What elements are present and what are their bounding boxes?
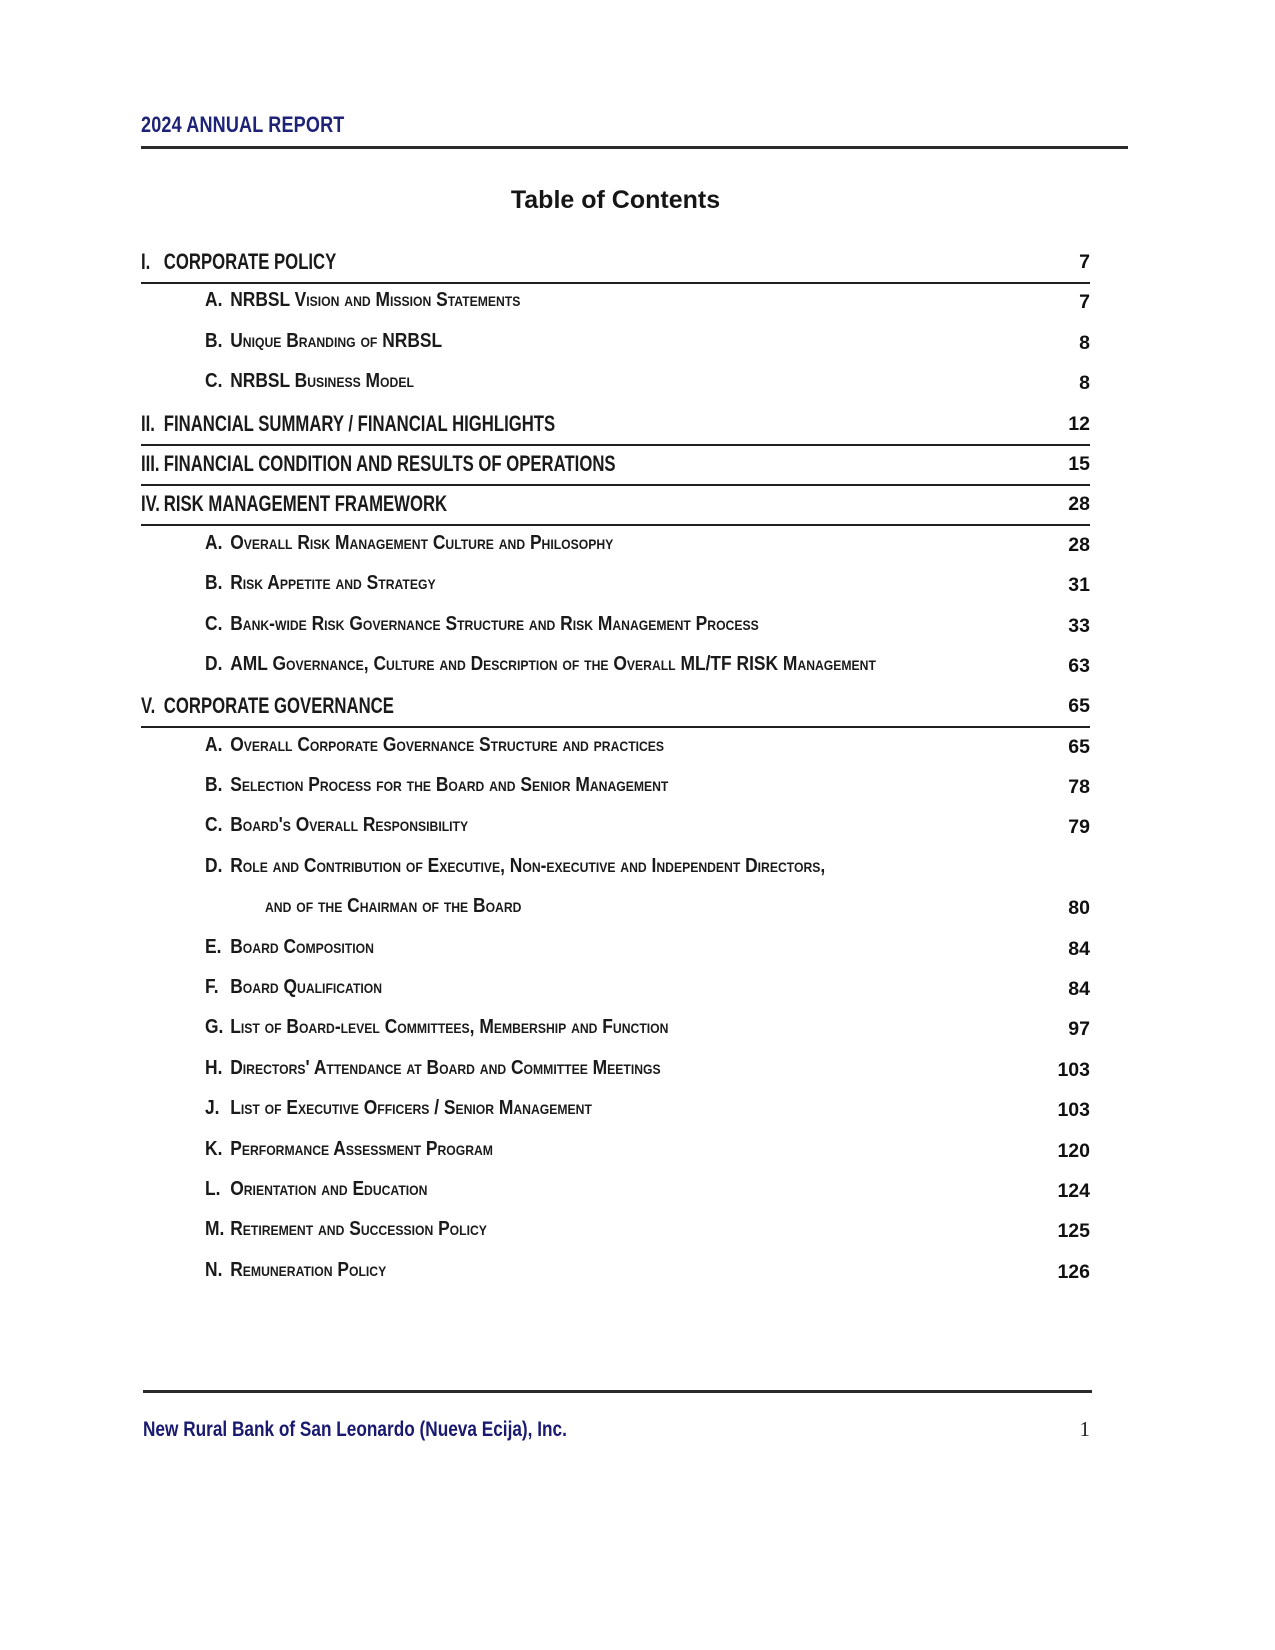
toc-entry-label: A. [205,733,223,756]
page-footer [143,1390,1092,1442]
toc-row [141,285,1090,325]
toc-page-number: 8 [1079,372,1090,395]
toc-entry-text: Retirement and Succession Policy [230,1218,487,1241]
toc-entry-label: F. [205,976,219,999]
toc-row [141,568,1090,608]
toc-entry-line [205,366,414,393]
toc-entry-line [205,1214,487,1241]
toc-entry-line [205,810,468,837]
toc-row [141,528,1090,568]
toc-entry-label: C. [205,370,223,393]
toc-entry-text: List of Executive Officers / Senior Management [230,1097,592,1120]
page-title: Table of Contents [510,186,721,214]
toc-row [141,1214,1090,1254]
toc-entry-line [205,1134,493,1161]
toc-page-number: 31 [1068,574,1090,597]
toc-page-number: 28 [1068,493,1090,516]
table-of-contents [141,245,1090,1295]
toc-entry-label: B. [205,774,223,797]
toc-page-number: 12 [1068,412,1090,435]
toc-row [141,1093,1090,1133]
toc-entry-line [205,730,664,757]
toc-entry-label: L. [205,1177,221,1200]
toc-entry-line [141,245,336,275]
toc-entry-text: Selection Process for the Board and Senior Management [230,774,669,797]
toc-entry-line [205,770,668,797]
toc-entry-line [205,851,825,878]
toc-page-number: 120 [1057,1139,1090,1162]
toc-entry-text: Role and Contribution of Executive, Non-executive and Independent Directors, [230,854,826,877]
toc-page-number: 103 [1057,1099,1090,1122]
toc-entry-label: V. [141,693,156,719]
toc-row [141,932,1090,972]
toc-page-number: 84 [1068,937,1090,960]
toc-entry-label: B. [205,572,223,595]
toc-page-number: 65 [1068,695,1090,718]
toc-row [141,851,1090,891]
toc-entry-label: C. [205,814,223,837]
toc-entry-text: Overall Corporate Governance Structure and practices [230,733,665,756]
toc-row [141,689,1090,729]
toc-entry-line [205,649,876,676]
toc-entry-text: CORPORATE GOVERNANCE [163,693,394,719]
toc-page-number: 7 [1079,291,1090,314]
toc-row [141,891,1090,931]
toc-entry-label: A. [205,531,223,554]
toc-entry-text: RISK MANAGEMENT FRAMEWORK [163,491,448,517]
toc-entry-text: Performance Assessment Program [230,1137,493,1160]
page-header [141,112,1128,149]
toc-entry-text: NRBSL Business Model [230,370,414,393]
toc-page-number: 125 [1057,1220,1090,1243]
toc-row [141,245,1090,285]
toc-entry-label: D. [205,652,223,675]
toc-entry-line [205,326,442,353]
toc-entry-line [205,1093,592,1120]
toc-entry-line [141,407,555,437]
toc-row [141,609,1090,649]
toc-entry-text: FINANCIAL CONDITION AND RESULTS OF OPERATIONS [163,450,616,476]
toc-entry-line [205,1255,386,1282]
toc-row [141,487,1090,527]
toc-entry-label: C. [205,612,223,635]
toc-page-number: 28 [1068,533,1090,556]
toc-entry-label: M. [205,1218,225,1241]
toc-page-number: 15 [1068,452,1090,475]
toc-entry-line [205,972,382,999]
toc-page-number: 80 [1068,897,1090,920]
toc-row [141,1255,1090,1295]
toc-entry-text: Remuneration Policy [230,1258,387,1281]
toc-entry-label: III. [141,450,160,476]
toc-page-number: 33 [1068,614,1090,637]
toc-entry-label: G. [205,1016,224,1039]
toc-row [141,1053,1090,1093]
toc-page-number: 65 [1068,735,1090,758]
toc-entry-line [205,1174,427,1201]
toc-row [141,407,1090,447]
toc-row [141,1012,1090,1052]
toc-row [141,810,1090,850]
toc-row [141,649,1090,689]
toc-page-number: 126 [1057,1260,1090,1283]
toc-entry-text: Overall Risk Management Culture and Philosophy [230,531,614,554]
toc-entry-line [205,1053,661,1080]
toc-entry-text: Board's Overall Responsibility [230,814,469,837]
toc-entry-label: B. [205,329,223,352]
toc-entry-text: NRBSL Vision and Mission Statements [230,289,521,312]
footer-row [143,1417,1092,1442]
toc-row [141,770,1090,810]
toc-entry-text: Unique Branding of NRBSL [230,329,443,352]
toc-entry-text: AML Governance, Culture and Description of the Overall ML/TF RISK Management [230,652,876,675]
toc-entry-text: Orientation and Education [230,1177,428,1200]
toc-page-number: 78 [1068,776,1090,799]
toc-row [141,447,1090,487]
toc-entry-text: Directors' Attendance at Board and Committee Meetings [230,1056,661,1079]
toc-page-number: 63 [1068,654,1090,677]
toc-entry-text: Board Composition [230,935,374,958]
footer-page-number: 1 [1079,1417,1090,1441]
toc-row [141,326,1090,366]
toc-entry-label: J. [205,1097,220,1120]
toc-row [141,972,1090,1012]
toc-entry-line [141,447,616,477]
toc-entry-line [141,689,394,719]
toc-entry-text: and of the Chairman of the Board [265,895,522,918]
toc-entry-text: Bank-wide Risk Governance Structure and Risk Management Process [230,612,759,635]
toc-entry-label: K. [205,1137,223,1160]
toc-entry-text: Risk Appetite and Strategy [230,572,436,595]
toc-entry-line [265,891,521,918]
toc-page-number: 79 [1068,816,1090,839]
toc-entry-text: List of Board-level Committees, Membership and Function [230,1016,669,1039]
toc-entry-label: I. [141,249,151,274]
toc-entry-label: II. [141,410,155,436]
toc-entry-line [205,568,436,595]
toc-entry-line [141,487,447,517]
toc-row [141,1134,1090,1174]
toc-row [141,1174,1090,1214]
toc-entry-text: Board Qualification [230,976,383,999]
toc-entry-label: E. [205,935,222,958]
toc-entry-label: A. [205,289,223,312]
toc-entry-label: H. [205,1056,223,1079]
toc-page-number: 103 [1057,1058,1090,1081]
toc-page-number: 8 [1079,331,1090,354]
toc-entry-text: FINANCIAL SUMMARY / FINANCIAL HIGHLIGHTS [163,410,556,436]
toc-entry-label: IV. [141,491,160,517]
toc-entry-line [205,932,374,959]
toc-entry-line [205,528,613,555]
page-header-title: 2024 ANNUAL REPORT [141,112,345,137]
toc-row [141,730,1090,770]
footer-bank-name: New Rural Bank of San Leonardo (Nueva Ecija), Inc. [143,1418,567,1441]
toc-page-number: 97 [1068,1018,1090,1041]
toc-entry-text: CORPORATE POLICY [163,249,337,274]
toc-row [141,366,1090,406]
toc-page-number: 7 [1079,251,1090,273]
toc-entry-line [205,1012,668,1039]
toc-entry-line [205,609,759,636]
toc-page-number: 84 [1068,978,1090,1001]
toc-page-number: 124 [1057,1179,1090,1202]
toc-entry-label: N. [205,1258,223,1281]
toc-entry-label: D. [205,854,223,877]
toc-entry-line [205,285,520,312]
